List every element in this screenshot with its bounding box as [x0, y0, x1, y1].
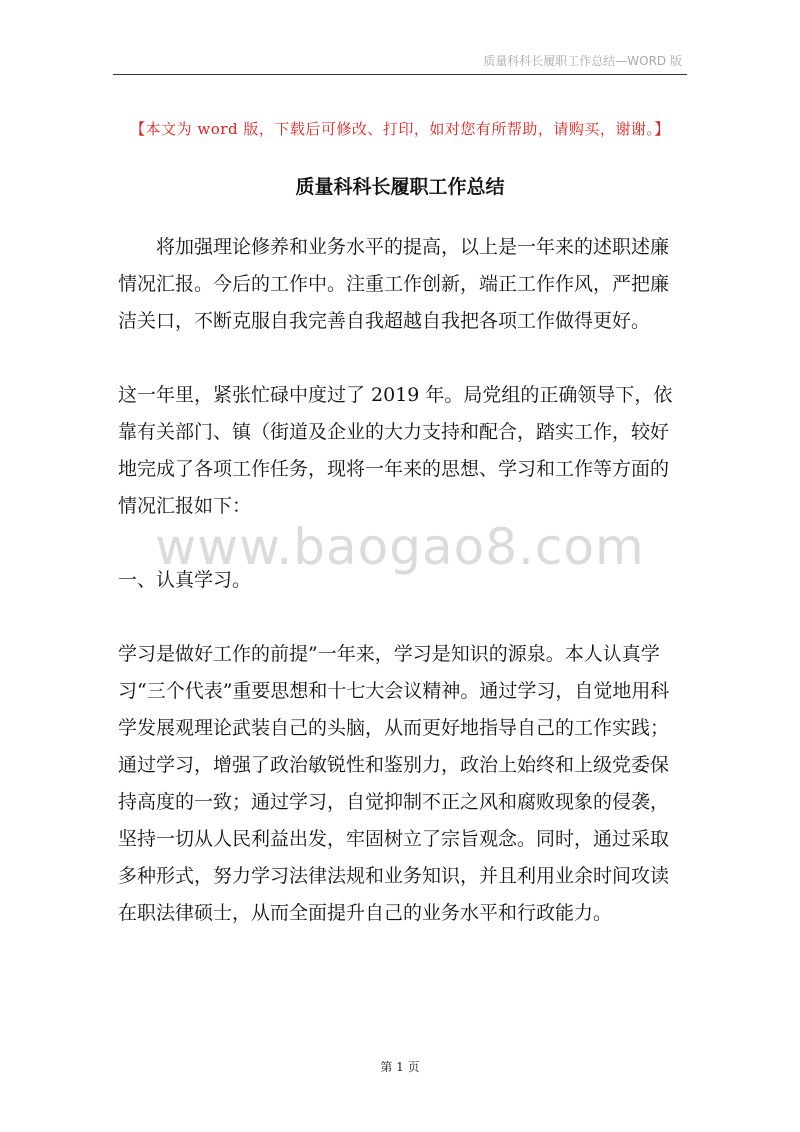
running-header: 质量科科长履职工作总结—WORD 版 [483, 54, 682, 68]
download-notice: 【本文为 word 版，下载后可修改、打印，如对您有所帮助，请购买，谢谢。】 [130, 120, 670, 138]
header-rule [113, 74, 687, 75]
paragraph-study: 学习是做好工作的前提”一年来，学习是知识的源泉。本人认真学习“三个代表”重要思想和十七大会议精神。通过学习，自觉地用科学发展观理论武装自己的头脑，从而更好地指导自己的工作实践；通过学习，增强了政治敏锐性和鉴别力，政治上始终和上级党委保持高度的一致；通过学习，自觉抑制不正之风和腐败现象的侵袭，坚持一切从人民利益出发，牢固树立了宗旨观念。同时，通过采取多种形式，努力学习法律法规和业务知识，并且利用业余时间攻读在职法律硕士，从而全面提升自己的业务水平和行政能力。 [118, 643, 670, 924]
watermark: www.baogao8.com [155, 518, 645, 576]
paragraph-spacer [118, 599, 684, 636]
document-body [118, 229, 684, 932]
paragraph-intro: 将加强理论修养和业务水平的提高，以上是一年来的述职述廉情况汇报。今后的工作中。注重工作创新，端正工作作风，严把廉洁关口，不断克服自我完善自我超越自我把各项工作做得更好。 [118, 236, 670, 332]
paragraph-spacer [118, 525, 684, 562]
page-number: 第 1 页 [380, 1060, 420, 1074]
document-title: 质量科科长履职工作总结 [295, 176, 505, 198]
paragraph-year-summary: 这一年里，紧张忙碌中度过了 2019 年。局党组的正确领导下，依靠有关部门、镇（街道及企业的大力支持和配合，踏实工作，较好地完成了各项工作任务，现将一年来的思想、学习和工作等方面的情况汇报如下： [118, 384, 673, 517]
paragraph-spacer [118, 340, 684, 377]
section-heading-study: 一、认真学习。 [118, 569, 252, 591]
